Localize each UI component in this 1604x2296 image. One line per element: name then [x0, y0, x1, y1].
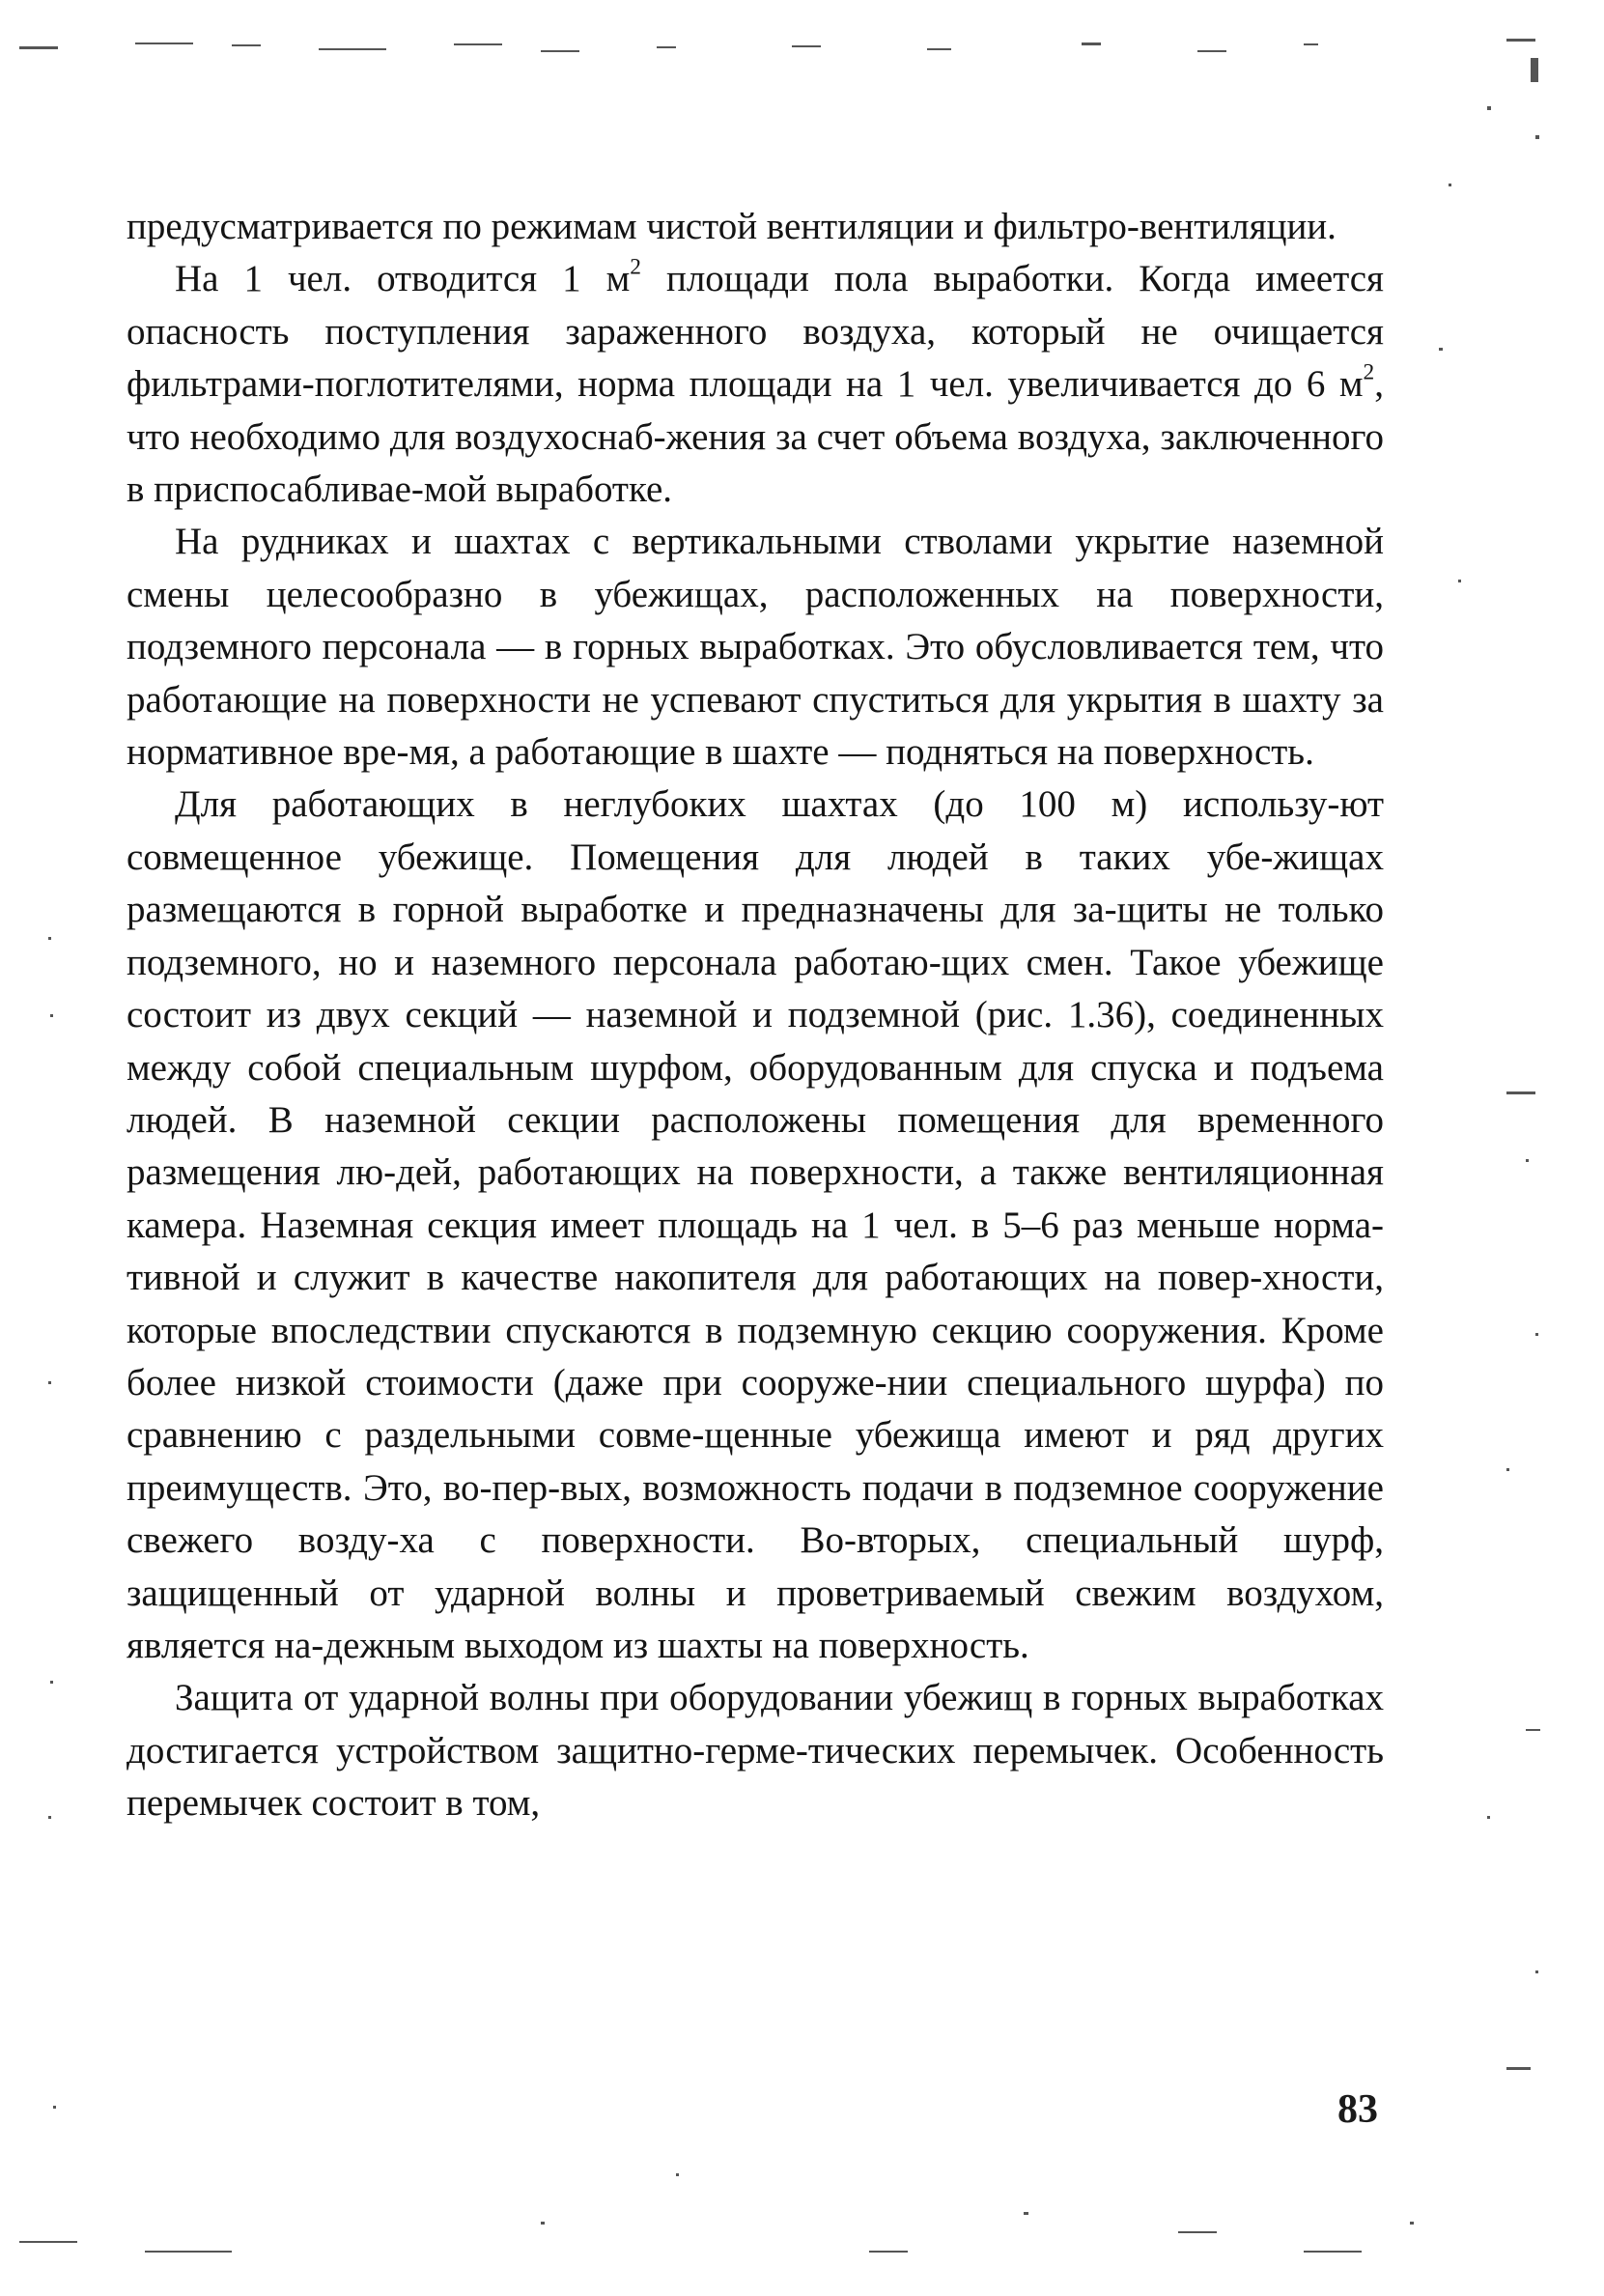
- paragraph-text: , что необходимо для воздухоснаб-жения за счет объема воздуха, заключенного в приспосабливае-мой выработке.: [127, 363, 1384, 511]
- paragraph: [127, 253, 1384, 516]
- superscript: 2: [1363, 359, 1375, 385]
- paragraph: предусматривается по режимам чистой вентиляции и фильтро-вентиляции.: [127, 206, 1337, 247]
- body-text: [127, 201, 1384, 1830]
- paragraph: Для работающих в неглубоких шахтах (до 100 м) использу-ют совмещенное убежище. Помещения для людей в таких убе-жищах размещаются в горной выработке и предназначены для за-щиты не только подземного, но и наземного персонала работаю-щих смен. Такое убежище состоит из двух секций — наземной и подземной (рис. 1.36), соединенных между собой специальным шурфом, оборудованным для спуска и подъема людей. В наземной секции расположены помещения для временного размещения лю-дей, работающих на поверхности, а также вентиляционная камера. Наземная секция имеет площадь на 1 чел. в 5–6 раз меньше норма-тивной и служит в качестве накопителя для работающих на повер-хности, которые впоследствии спускаются в подземную секцию сооружения. Кроме более низкой стоимости (даже при сооруже-нии специального шурфа) по сравнению с раздельными совме-щенные убежища имеют и ряд других преимуществ. Это, во-пер-вых, возможность подачи в подземное сооружение свежего возду-ха с поверхности. Во-вторых, специальный шурф, защищенный от ударной волны и проветриваемый свежим воздухом, является на-дежным выходом из шахты на поверхность.: [127, 783, 1384, 1666]
- paragraph: На рудниках и шахтах с вертикальными стволами укрытие наземной смены целесообразно в убежищах, расположенных на поверхности, подземного персонала — в горных выработках. Это обусловливается тем, что работающие на поверхности не успевают спуститься для укрытия в шахту за нормативное вре-мя, а работающие в шахте — подняться на поверхность.: [127, 521, 1384, 774]
- paragraph-text: площади пола выработки. Когда имеется опасность поступления зараженного воздуха, который не очищается фильтрами-поглотителями, норма площади на 1 чел. увеличивается до 6 м: [127, 258, 1384, 406]
- page-number: 83: [1337, 2087, 1378, 2132]
- superscript: 2: [630, 254, 641, 280]
- paragraph: Защита от ударной волны при оборудовании убежищ в горных выработках достигается устройством защитно-герме-тических перемычек. Особенность перемычек состоит в том,: [127, 1677, 1384, 1825]
- paragraph-text: На 1 чел. отводится 1 м: [175, 258, 631, 300]
